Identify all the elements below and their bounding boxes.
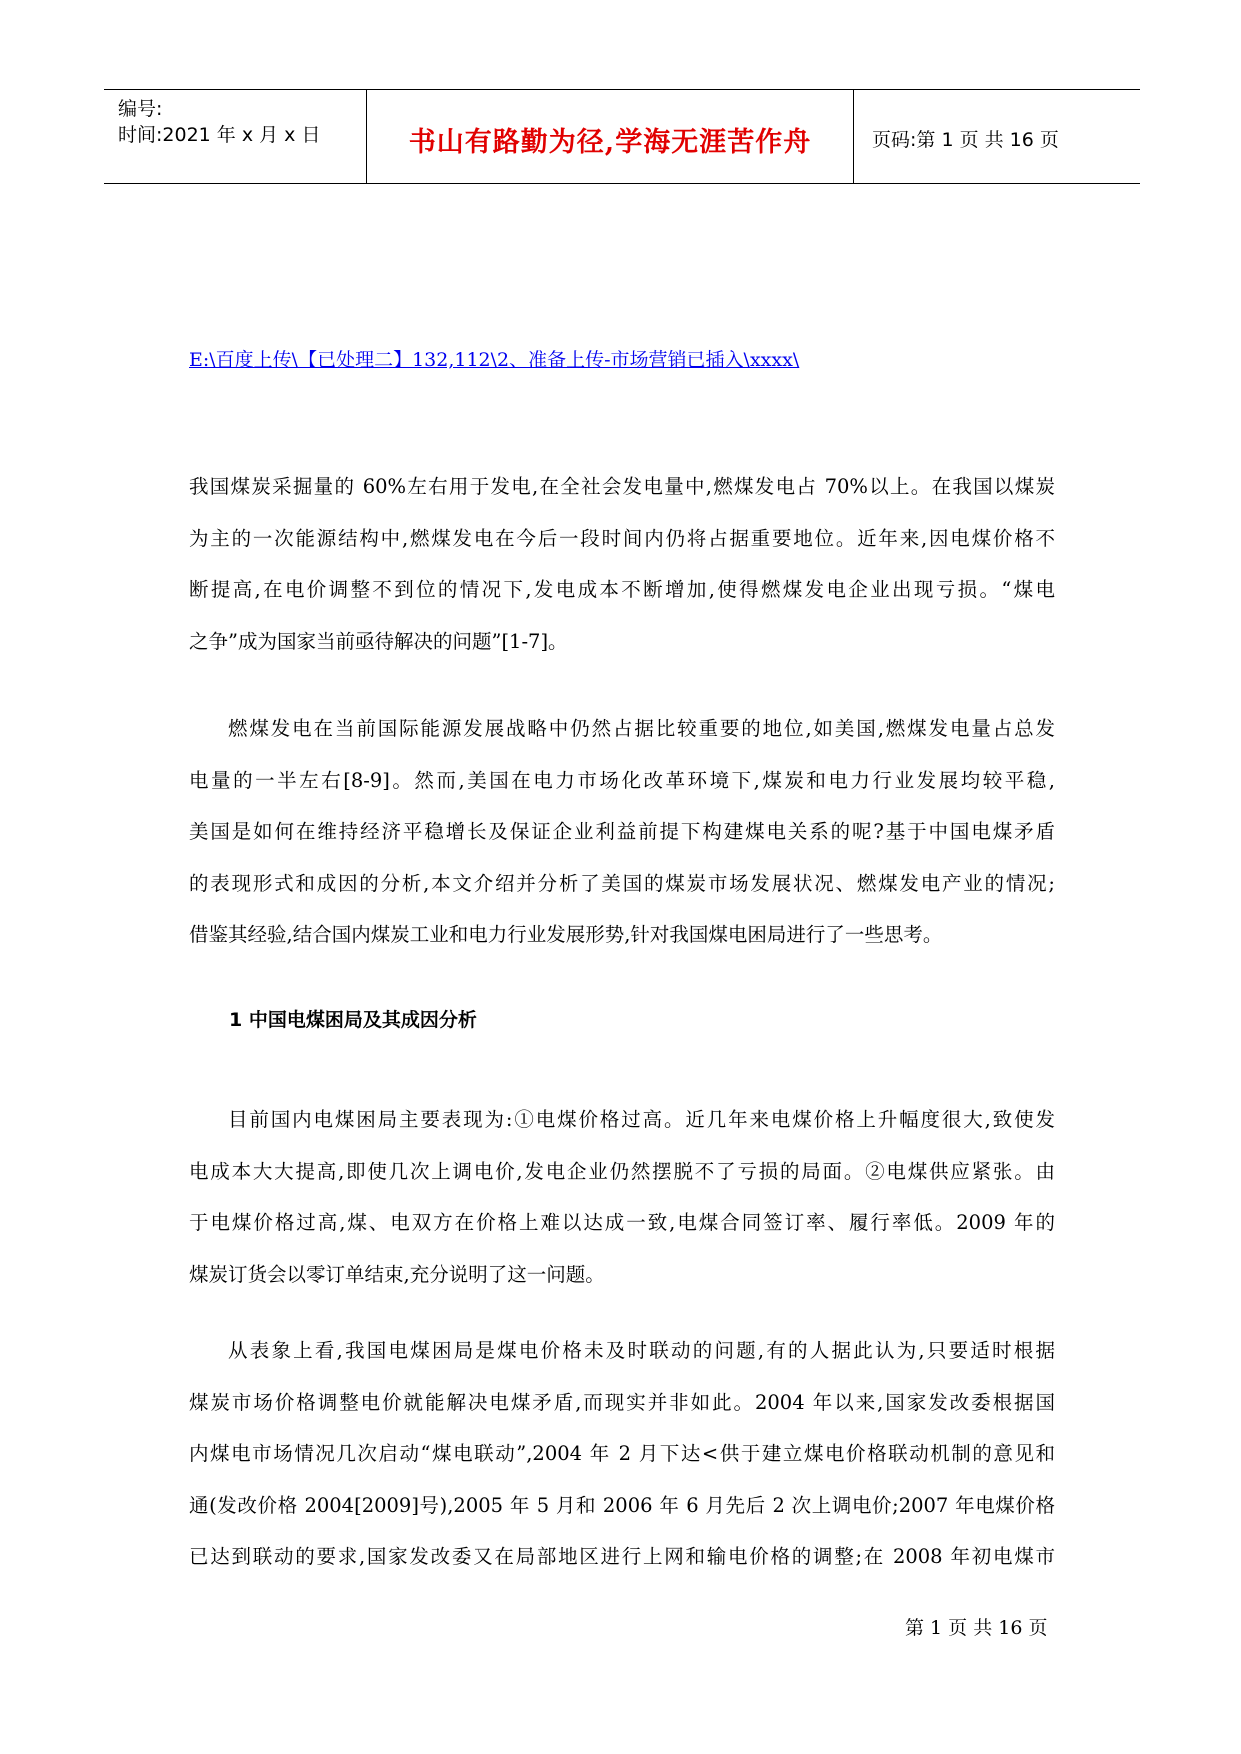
paragraph-line: 美国是如何在维持经济平稳增长及保证企业利益前提下构建煤电关系的呢?基于中国电煤矛盾 bbox=[189, 820, 1055, 843]
paragraph-line: 为主的一次能源结构中,燃煤发电在今后一段时间内仍将占据重要地位。近年来,因电煤价格不 bbox=[189, 526, 1055, 550]
paragraph-intro bbox=[189, 461, 1055, 667]
page-footer: 第 1 页 共 16 页 bbox=[905, 1617, 1048, 1639]
paragraph-line: 之争”成为国家当前亟待解决的问题”[1-7]。 bbox=[189, 629, 568, 653]
page-header bbox=[104, 89, 1140, 184]
paragraph-line: 借鉴其经验,结合国内煤炭工业和电力行业发展形势,针对我国煤电困局进行了一些思考。 bbox=[189, 923, 943, 946]
paragraph-line: 断提高,在电价调整不到位的情况下,发电成本不断增加,使得燃煤发电企业出现亏损。“煤电 bbox=[189, 578, 1055, 601]
paragraph-line: 内煤电市场情况几次启动“煤电联动”,2004 年 2 月下达<供于建立煤电价格联动机制的意见和 bbox=[189, 1442, 1055, 1465]
paragraph-line: 煤炭订货会以零订单结束,充分说明了这一问题。 bbox=[189, 1262, 605, 1286]
paragraph-line: 通(发改价格 2004[2009]号),2005 年 5 月和 2006 年 6 月先后 2 次上调电价;2007 年电煤价格 bbox=[189, 1493, 1055, 1517]
document-number-label: 编号: bbox=[118, 98, 163, 120]
header-info-cell bbox=[104, 90, 367, 183]
header-page-number: 页码:第 1 页 共 16 页 bbox=[872, 129, 1059, 151]
paragraph-line: 已达到联动的要求,国家发改委又在局部地区进行上网和输电价格的调整;在 2008 年初电煤市 bbox=[189, 1545, 1055, 1568]
paragraph-line: 于电煤价格过高,煤、电双方在价格上难以达成一致,电煤合同签订率、履行率低。2009 年的 bbox=[189, 1211, 1055, 1234]
paragraph-line: 煤炭市场价格调整电价就能解决电煤矛盾,而现实并非如此。2004 年以来,国家发改委根据国 bbox=[189, 1390, 1055, 1414]
paragraph-price-linkage bbox=[189, 1325, 1055, 1583]
header-motto: 书山有路勤为径,学海无涯苦作舟 bbox=[408, 127, 812, 158]
paragraph-line: 的表现形式和成因的分析,本文介绍并分析了美国的煤炭市场发展状况、燃煤发电产业的情况; bbox=[189, 871, 1055, 895]
file-path-link[interactable]: E:\百度上传\【已处理二】132,112\2、准备上传-市场营销已插入\xxxx\ bbox=[189, 349, 800, 371]
section-heading: 1 中国电煤困局及其成因分析 bbox=[229, 1009, 477, 1031]
paragraph-current-dilemma bbox=[189, 1094, 1055, 1300]
paragraph-line: 燃煤发电在当前国际能源发展战略中仍然占据比较重要的地位,如美国,燃煤发电量占总发 bbox=[228, 717, 1055, 740]
header-motto-cell bbox=[367, 90, 854, 183]
paragraph-line: 从表象上看,我国电煤困局是煤电价格未及时联动的问题,有的人据此认为,只要适时根据 bbox=[228, 1339, 1055, 1362]
paragraph-line: 电成本大大提高,即使几次上调电价,发电企业仍然摆脱不了亏损的局面。②电煤供应紧张。由 bbox=[189, 1159, 1055, 1183]
document-time-label: 时间:2021 年 x 月 x 日 bbox=[118, 124, 321, 146]
paragraph-line: 电量的一半左右[8-9]。然而,美国在电力市场化改革环境下,煤炭和电力行业发展均较平稳, bbox=[189, 768, 1055, 792]
paragraph-line: 目前国内电煤困局主要表现为:①电煤价格过高。近几年来电煤价格上升幅度很大,致使发 bbox=[228, 1108, 1055, 1131]
header-page-cell bbox=[854, 90, 1140, 183]
paragraph-us-coal bbox=[189, 703, 1055, 961]
paragraph-line: 我国煤炭采掘量的 60%左右用于发电,在全社会发电量中,燃煤发电占 70%以上。在我国以煤炭 bbox=[189, 475, 1055, 498]
